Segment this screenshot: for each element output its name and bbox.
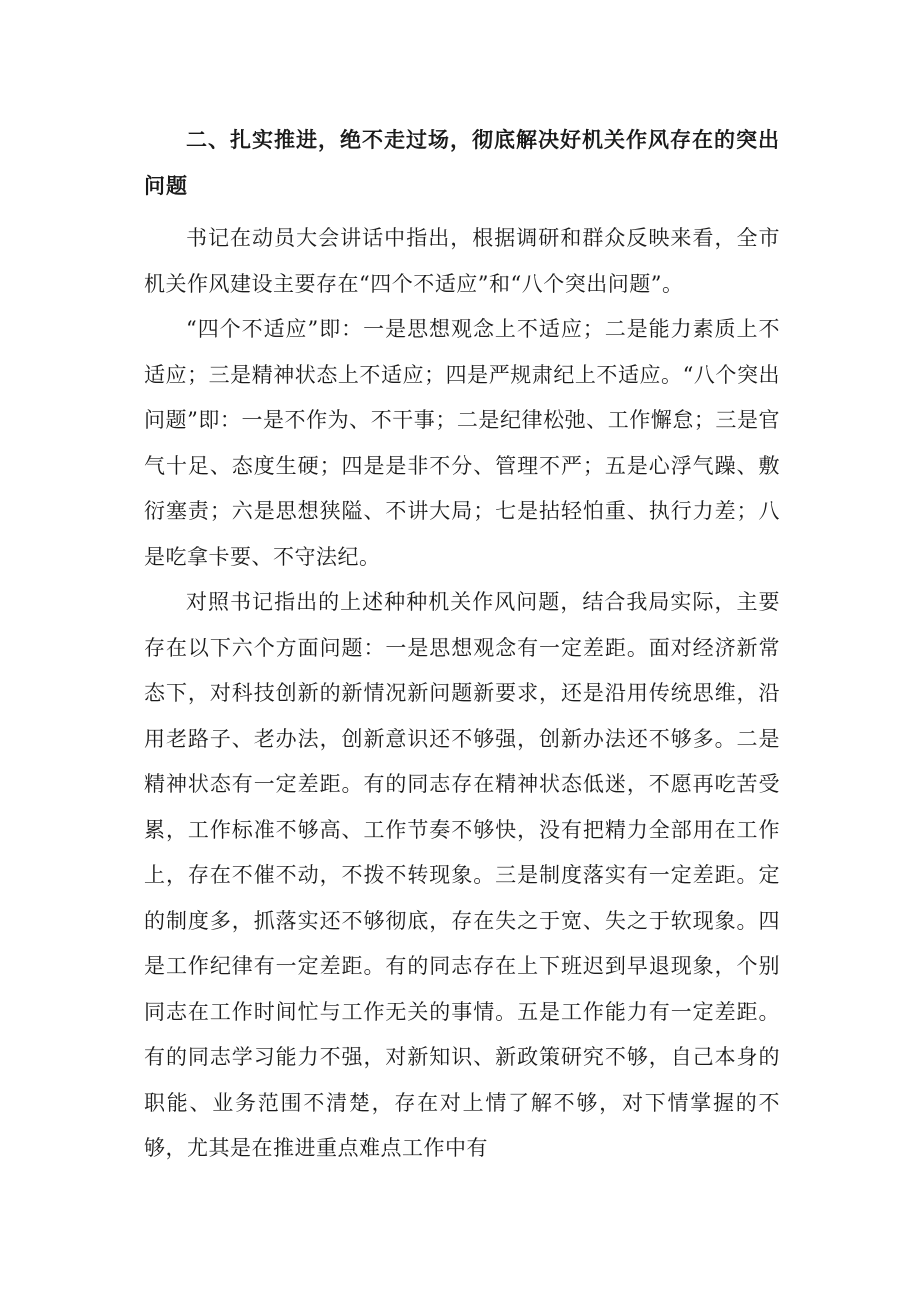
paragraph-2: “四个不适应”即：一是思想观念上不适应；二是能力素质上不适应；三是精神状态上不适应；四是严规肃纪上不适应。“八个突出问题”即：一是不作为、不干事；二是纪律松弛、工作懈怠；三是官气十足、态度生硬；四是是非不分、管理不严；五是心浮气躁、敷衍塞责；六是思想狭隘、不讲大局；七是拈轻怕重、执行力差；八是吃拿卡要、不守法纪。 [144,317,780,569]
section-heading: 二、扎实推进，绝不走过场，彻底解决好机关作风存在的突出问题 [144,127,780,198]
paragraph-3: 对照书记指出的上述种种机关作风问题，结合我局实际，主要存在以下六个方面问题：一是思想观念有一定差距。面对经济新常态下，对科技创新的新情况新问题新要求，还是沿用传统思维，沿用老路子、老办法，创新意识还不够强，创新办法还不够多。二是精神状态有一定差距。有的同志存在精神状态低迷，不愿再吃苦受累，工作标准不够高、工作节奏不够快，没有把精力全部用在工作上，存在不催不动，不拨不转现象。三是制度落实有一定差距。定的制度多，抓落实还不够彻底，存在失之于宽、失之于软现象。四是工作纪律有一定差距。有的同志存在上下班迟到早退现象，个别同志在工作时间忙与工作无关的事情。五是工作能力有一定差距。有的同志学习能力不强，对新知识、新政策研究不够，自己本身的职能、业务范围不清楚，存在对上情了解不够，对下情掌握的不够，尤其是在推进重点难点工作中有 [144,590,780,1160]
paragraph-1: 书记在动员大会讲话中指出，根据调研和群众反映来看，全市机关作风建设主要存在“四个不适应”和“八个突出问题”。 [144,226,780,296]
